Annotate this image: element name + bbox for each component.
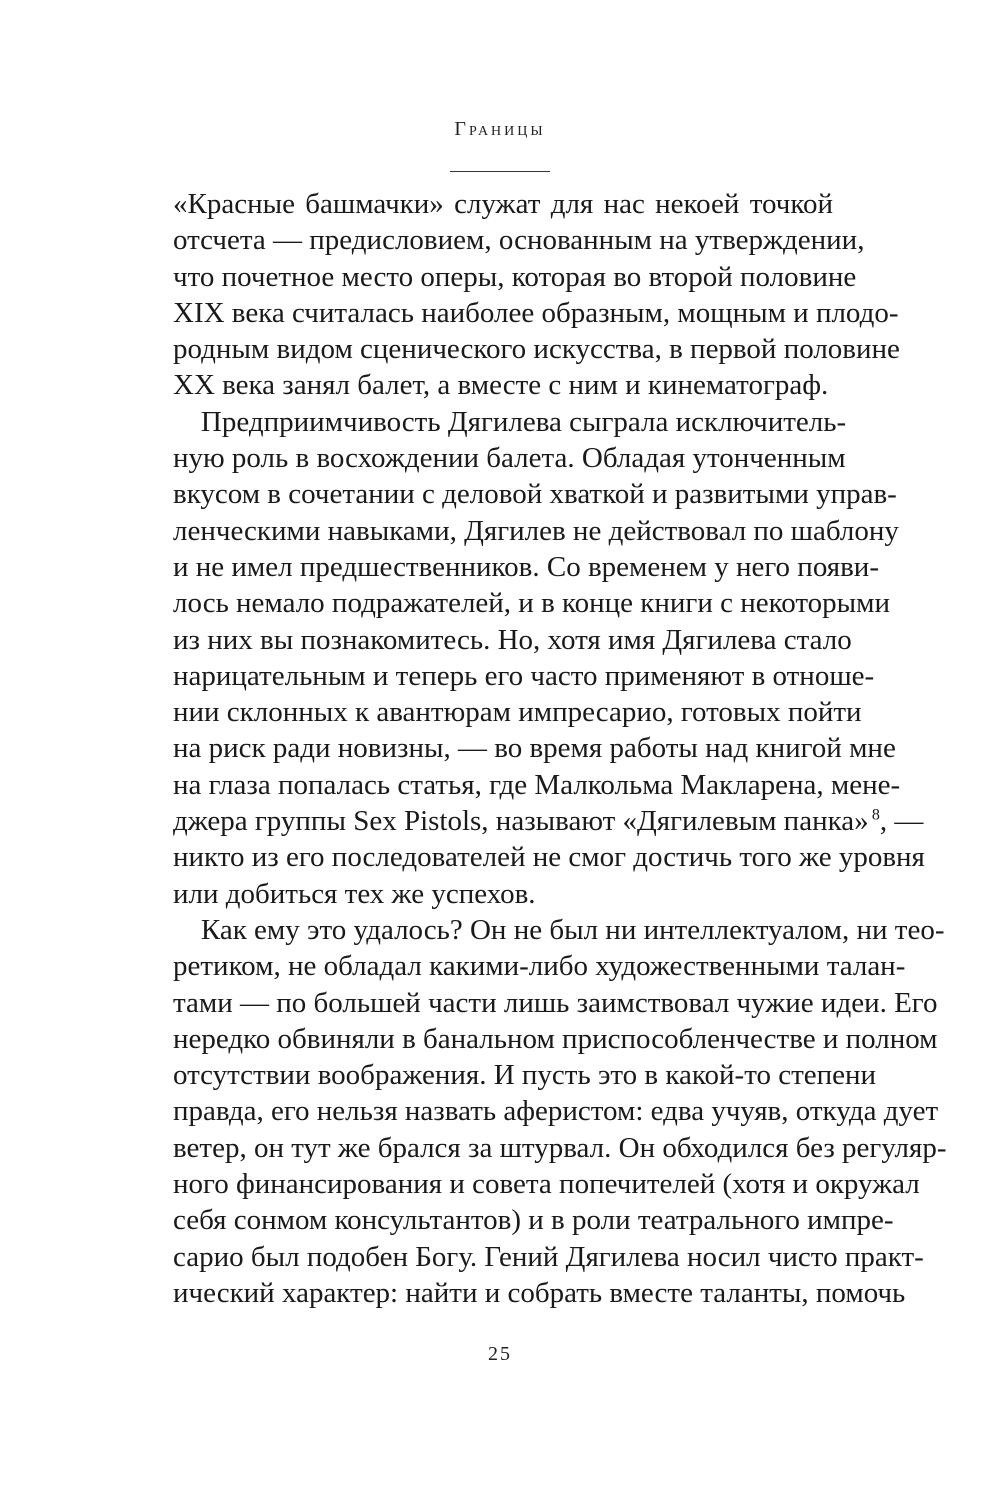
text-line	[173, 513, 899, 549]
text-span: никто из его последователей не смог достичь того же уровня	[173, 841, 925, 874]
text-line: что почетное место оперы, которая во второй половине	[173, 260, 857, 293]
text-line	[173, 730, 896, 766]
text-span: или добиться тех же успехов.	[173, 877, 536, 910]
text-span: себя сонмом консультантов) и в роли театрального импре-	[173, 1204, 894, 1237]
text-span: ретиком, не обладал какими-либо художественными талан-	[173, 950, 906, 983]
text-line	[173, 476, 897, 512]
text-span: на риск ради новизны, — во время работы над книгой мне	[173, 732, 896, 765]
text-line	[173, 404, 847, 440]
text-line	[173, 839, 925, 875]
text-line	[173, 694, 862, 730]
text-line	[173, 1057, 877, 1093]
body-text	[173, 186, 947, 1311]
text-line: «Красные башмачки» служат для нас некоей точкой	[173, 188, 833, 220]
text-span: ический характер: найти и собрать вместе таланты, помочь	[173, 1276, 906, 1309]
text-span: и не имел предшественников. Со временем у него появи-	[173, 550, 879, 583]
text-span: правда, его нельзя назвать аферистом: едва учуяв, откуда дует	[173, 1095, 939, 1128]
text-span: на глаза попалась статья, где Малкольма Макларена, мене-	[173, 768, 901, 801]
text-line	[173, 1021, 938, 1057]
text-span: ную роль в восхождении балета. Обладая утонченным	[173, 442, 846, 475]
text-span: сарио был подобен Богу. Гений Дягилева носил чисто практ-	[173, 1240, 924, 1273]
text-line	[173, 1275, 906, 1311]
text-line: отсчета — предисловием, основанным на утверждении,	[173, 224, 865, 257]
paragraph-1	[173, 186, 900, 404]
text-line	[173, 876, 833, 912]
text-span: Как ему это удалось? Он не был ни интеллектуалом, ни тео-	[200, 913, 945, 946]
text-span: лось немало подражателей, и в конце книги с некоторыми	[173, 587, 890, 620]
text-line	[173, 1202, 894, 1238]
running-head: Границы	[454, 118, 546, 140]
text-span: отсутствии воображения. И пусть это в какой-то степени	[173, 1059, 877, 1092]
text-span: Предприимчивость Дягилева сыграла исключитель-	[200, 405, 847, 438]
text-span: джера группы Sex Pistols, называют «Дягилевым панка»	[173, 805, 869, 838]
text-line	[173, 1093, 939, 1129]
text-line	[173, 912, 945, 948]
text-line	[173, 549, 879, 585]
page-number: 25	[488, 1343, 512, 1365]
text-span: ного финансирования и совета попечителей (хотя и окружал	[173, 1168, 920, 1201]
running-head-rule	[450, 171, 550, 172]
text-span: вкусом в сочетании с деловой хваткой и развитыми управ-	[173, 478, 897, 511]
text-line	[173, 1130, 947, 1166]
text-line	[173, 440, 846, 476]
text-span: ленческими навыками, Дягилев не действовал по шаблону	[173, 514, 899, 547]
text-span: из них вы познакомитесь. Но, хотя имя Дягилева стало	[173, 623, 852, 656]
text-line	[173, 985, 938, 1021]
text-span: нередко обвиняли в банальном приспособленчестве и полном	[173, 1022, 938, 1055]
text-line	[173, 585, 890, 621]
text-span: тами — по большей части лишь заимствовал чужие идеи. Его	[173, 986, 938, 1019]
text-line	[173, 948, 906, 984]
text-span: , —	[879, 805, 924, 838]
paragraph-2	[173, 404, 925, 912]
text-line: XX века занял балет, а вместе с ним и кинематограф.	[173, 369, 829, 402]
text-line	[173, 767, 901, 803]
text-line: XIX века считалась наиболее образным, мощным и плодо-	[173, 296, 899, 329]
text-line	[173, 658, 875, 694]
text-line: родным видом сценического искусства, в первой половине	[173, 333, 900, 366]
text-span: нии склонных к авантюрам импресарио, готовых пойти	[173, 696, 862, 729]
footnote-reference[interactable]: 8	[868, 806, 880, 824]
text-line	[173, 1239, 924, 1275]
text-span: ветер, он тут же брался за штурвал. Он обходился без регуляр-	[173, 1131, 947, 1164]
text-span: нарицательным и теперь его часто применяют в отноше-	[173, 659, 875, 692]
paragraph-3	[173, 912, 947, 1311]
text-line	[173, 803, 924, 839]
text-line	[173, 1166, 920, 1202]
text-line	[173, 622, 852, 658]
